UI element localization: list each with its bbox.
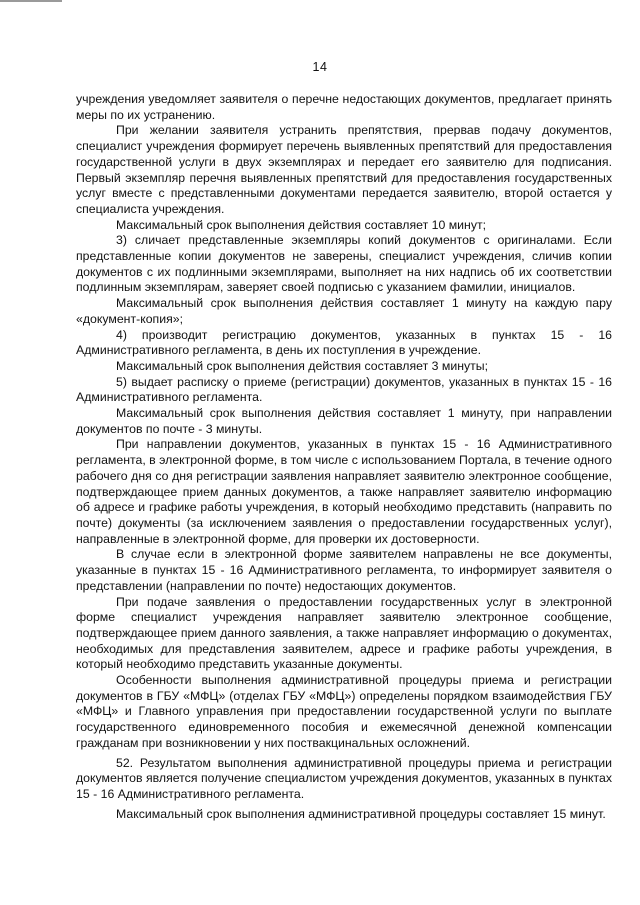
paragraph: Особенности выполнения административной процедуры приема и регистрации документов в ГБУ «МФЦ» (отделах ГБУ «МФЦ») определены порядком взаимодействия ГБУ «МФЦ» и Главного управления при предоставлении государственной услуги по выплате государственного единовременного пособия и ежемесячной денежной компенсации гражданам при возникновении у них поствакцинальных осложнений. — [76, 673, 612, 750]
paragraph: 5) выдает расписку о приеме (регистрации) документов, указанных в пунктах 15 - 16 Административного регламента. — [76, 374, 612, 405]
paragraph-item-52: 52. Результатом выполнения административной процедуры приема и регистрации документов является получение специалистом учреждения документов, указанных в пунктах 15 - 16 Административного регламента. — [76, 755, 612, 801]
paragraph: При желании заявителя устранить препятствия, прервав подачу документов, специалист учреждения формирует перечень выявленных препятствий для предоставления государственной услуги в двух экземплярах и передает его заявителю для подписания. Первый экземпляр перечня выявленных препятствий для предоставления государственных услуг вместе с представленными документами передается заявителю, второй остается у специалиста учреждения. — [76, 123, 612, 216]
scan-edge-mark — [0, 0, 62, 2]
paragraph: Максимальный срок выполнения действия составляет 1 минуту, при направлении документов по почте - 3 минуты. — [76, 406, 612, 436]
paragraph: В случае если в электронной форме заявителем направлены не все документы, указанные в пунктах 15 - 16 Административного регламента, то информирует заявителя о представлении (направлении по почте) недостающих документов. — [76, 547, 612, 593]
paragraph: Максимальный срок выполнения действия составляет 10 минут; — [116, 217, 487, 232]
paragraph: Максимальный срок выполнения действия составляет 1 минуту на каждую пару «документ-копия»; — [76, 296, 612, 326]
paragraph: При направлении документов, указанных в пунктах 15 - 16 Административного регламента, в электронной форме, в том числе с использованием Портала, в течение одного рабочего дня со дня регистрации заявления направляет заявителю электронное сообщение, подтверждающее прием данных документов, а также направляет заявителю информацию об адресе и графике работы учреждения, в который необходимо представить (направить по почте) документы (за исключением заявления о предоставлении государственных услуг), направленные в электронной форме, для проверки их достоверности. — [76, 437, 612, 546]
paragraph: Максимальный срок выполнения административной процедуры составляет 15 минут. — [116, 806, 606, 821]
paragraph-continuation: учреждения уведомляет заявителя о перечне недостающих документов, предлагает принять меры по их устранению. — [76, 92, 612, 122]
document-body — [76, 92, 612, 822]
paragraph: 4) производит регистрацию документов, указанных в пунктах 15 - 16 Административного регламента, в день их поступления в учреждение. — [76, 327, 612, 358]
paragraph: 3) сличает представленные экземпляры копий документов с оригиналами. Если представленные копии документов не заверены, специалист учреждения, сличив копии документов с их подлинными экземплярами, выполняет на них надпись об их соответствии подлинным экземплярам, заверяет своей подписью с указанием фамилии, инициалов. — [76, 233, 612, 295]
paragraph: Максимальный срок выполнения действия составляет 3 минуты; — [116, 358, 489, 373]
page-number: 14 — [312, 60, 328, 74]
paragraph: При подаче заявления о предоставлении государственных услуг в электронной форме специалист учреждения направляет заявителю электронное сообщение, подтверждающее прием данного заявления, а также направляет информацию о документах, необходимых для представления заявителем, адресе и графике работы учреждения, в который необходимо представить указанные документы. — [76, 594, 612, 672]
